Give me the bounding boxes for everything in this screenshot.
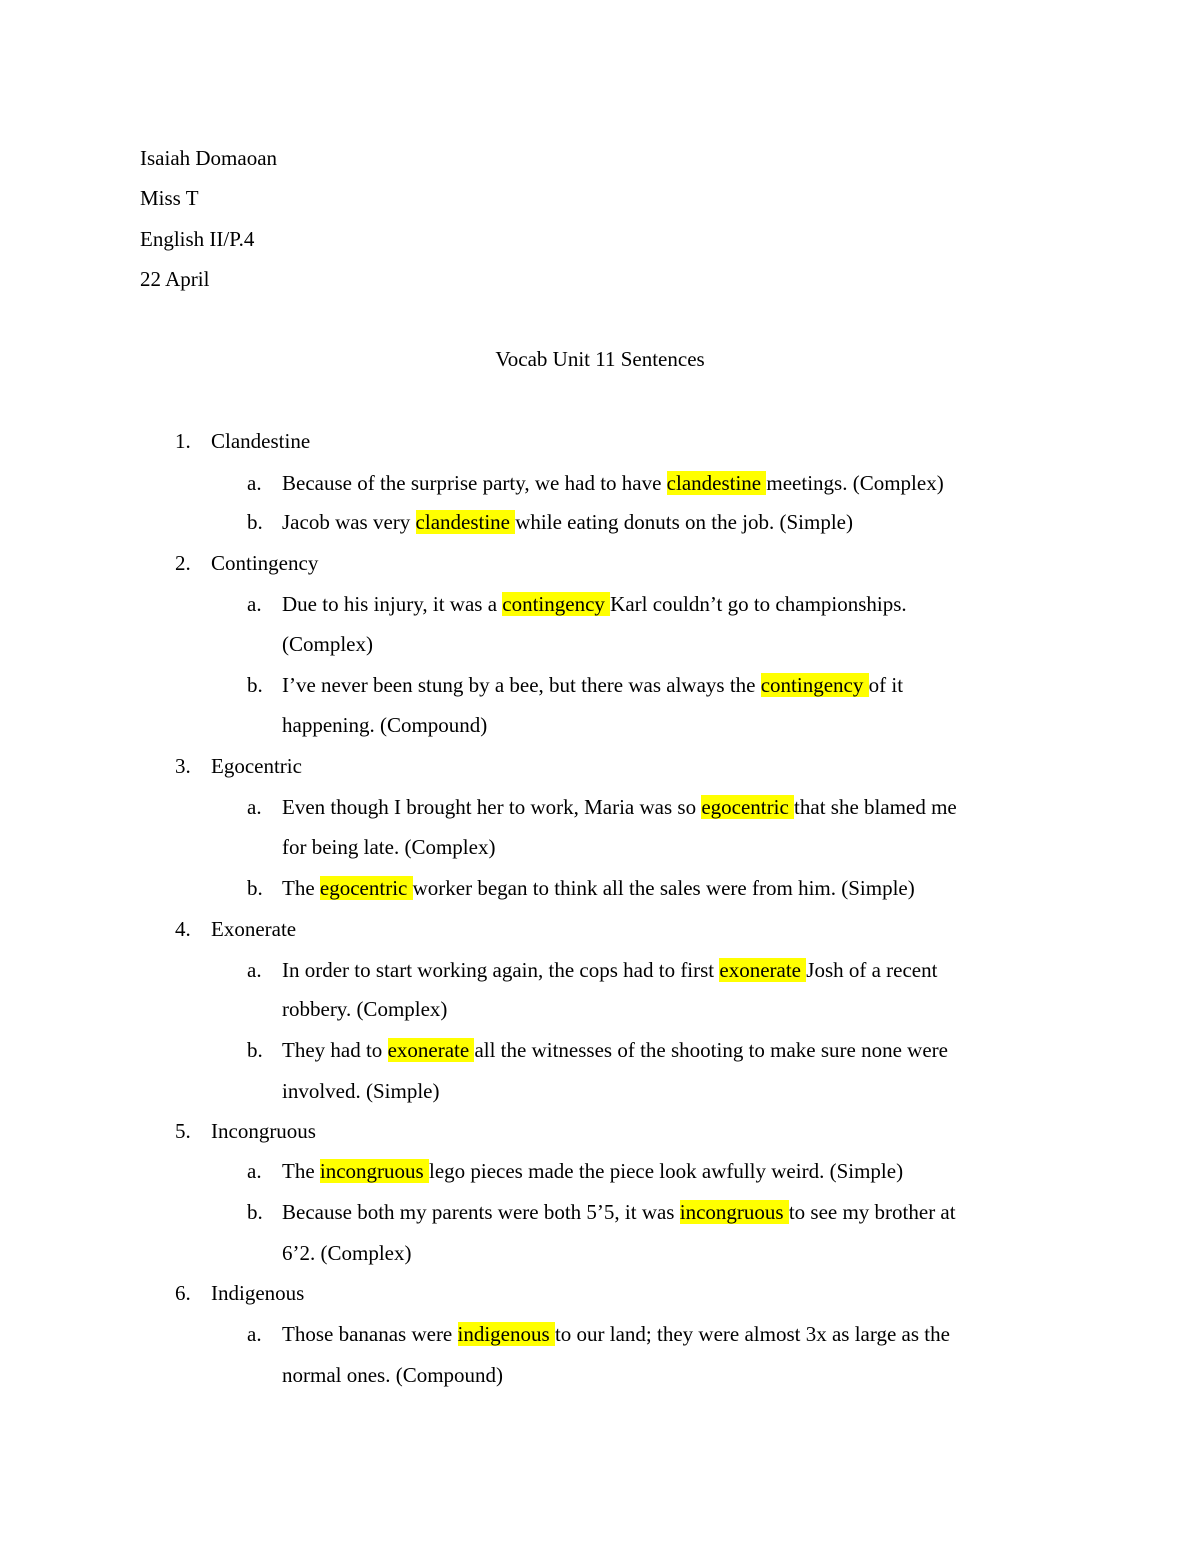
sentence-marker: b. bbox=[247, 876, 263, 900]
highlighted-vocab-word: incongruous bbox=[679, 1200, 789, 1224]
sentence-line: 6’2. (Complex) bbox=[282, 1241, 412, 1265]
sentence-line: The egocentric worker began to think all the sales were from him. (Simple) bbox=[282, 876, 915, 900]
page-title: Vocab Unit 11 Sentences bbox=[495, 347, 705, 371]
highlighted-vocab-word: clandestine bbox=[415, 510, 516, 534]
highlighted-vocab-word: indigenous bbox=[457, 1322, 555, 1346]
sentence-line: Even though I brought her to work, Maria was so egocentric that she blamed me bbox=[282, 795, 957, 819]
sentence-marker: b. bbox=[247, 673, 263, 697]
student-name: Isaiah Domaoan bbox=[140, 146, 278, 170]
sentence-line: for being late. (Complex) bbox=[282, 835, 496, 859]
highlighted-vocab-word: incongruous bbox=[319, 1159, 429, 1183]
date: 22 April bbox=[140, 267, 210, 291]
vocab-word: Contingency bbox=[211, 551, 319, 575]
sentence-line: I’ve never been stung by a bee, but there was always the contingency of it bbox=[282, 673, 904, 697]
vocab-word: Egocentric bbox=[211, 754, 302, 778]
sentence-line: robbery. (Complex) bbox=[282, 997, 448, 1021]
highlighted-vocab-word: contingency bbox=[502, 592, 611, 616]
sentence-marker: a. bbox=[247, 592, 262, 616]
sentence-marker: b. bbox=[247, 1038, 263, 1062]
teacher-name: Miss T bbox=[140, 186, 199, 210]
highlighted-vocab-word: egocentric bbox=[319, 876, 413, 900]
sentence-line: Because both my parents were both 5’5, it was incongruous to see my brother at bbox=[282, 1200, 956, 1224]
vocab-word: Indigenous bbox=[211, 1281, 305, 1305]
highlighted-vocab-word: contingency bbox=[760, 673, 869, 697]
sentence-line: involved. (Simple) bbox=[282, 1079, 440, 1103]
vocab-word: Exonerate bbox=[211, 917, 297, 941]
item-number: 3. bbox=[175, 754, 191, 778]
sentence-marker: a. bbox=[247, 1159, 262, 1183]
vocab-word: Incongruous bbox=[211, 1119, 316, 1143]
sentence-line: Jacob was very clandestine while eating donuts on the job. (Simple) bbox=[282, 510, 853, 534]
sentence-marker: b. bbox=[247, 1200, 263, 1224]
highlighted-vocab-word: exonerate bbox=[719, 958, 807, 982]
sentence-line: happening. (Compound) bbox=[282, 713, 488, 737]
item-number: 1. bbox=[175, 429, 191, 453]
sentence-line: They had to exonerate all the witnesses of the shooting to make sure none were bbox=[282, 1038, 948, 1062]
sentence-line: The incongruous lego pieces made the piece look awfully weird. (Simple) bbox=[282, 1159, 904, 1183]
sentence-marker: a. bbox=[247, 958, 262, 982]
sentence-marker: a. bbox=[247, 795, 262, 819]
highlighted-vocab-word: exonerate bbox=[387, 1038, 475, 1062]
sentence-marker: b. bbox=[247, 510, 263, 534]
item-number: 5. bbox=[175, 1119, 191, 1143]
vocab-word: Clandestine bbox=[211, 429, 311, 453]
sentence-marker: a. bbox=[247, 1322, 262, 1346]
sentence-marker: a. bbox=[247, 471, 262, 495]
sentence-line: (Complex) bbox=[282, 632, 373, 656]
item-number: 2. bbox=[175, 551, 191, 575]
course-name: English II/P.4 bbox=[140, 227, 255, 251]
sentence-line: normal ones. (Compound) bbox=[282, 1363, 504, 1387]
highlighted-vocab-word: egocentric bbox=[701, 795, 795, 819]
sentence-line: Due to his injury, it was a contingency Karl couldn’t go to championships. bbox=[282, 592, 907, 616]
sentence-line: Those bananas were indigenous to our land; they were almost 3x as large as the bbox=[282, 1322, 950, 1346]
sentence-line: In order to start working again, the cops had to first exonerate Josh of a recent bbox=[282, 958, 938, 982]
item-number: 6. bbox=[175, 1281, 191, 1305]
highlighted-vocab-word: clandestine bbox=[666, 471, 767, 495]
item-number: 4. bbox=[175, 917, 191, 941]
sentence-line: Because of the surprise party, we had to have clandestine meetings. (Complex) bbox=[282, 471, 944, 495]
